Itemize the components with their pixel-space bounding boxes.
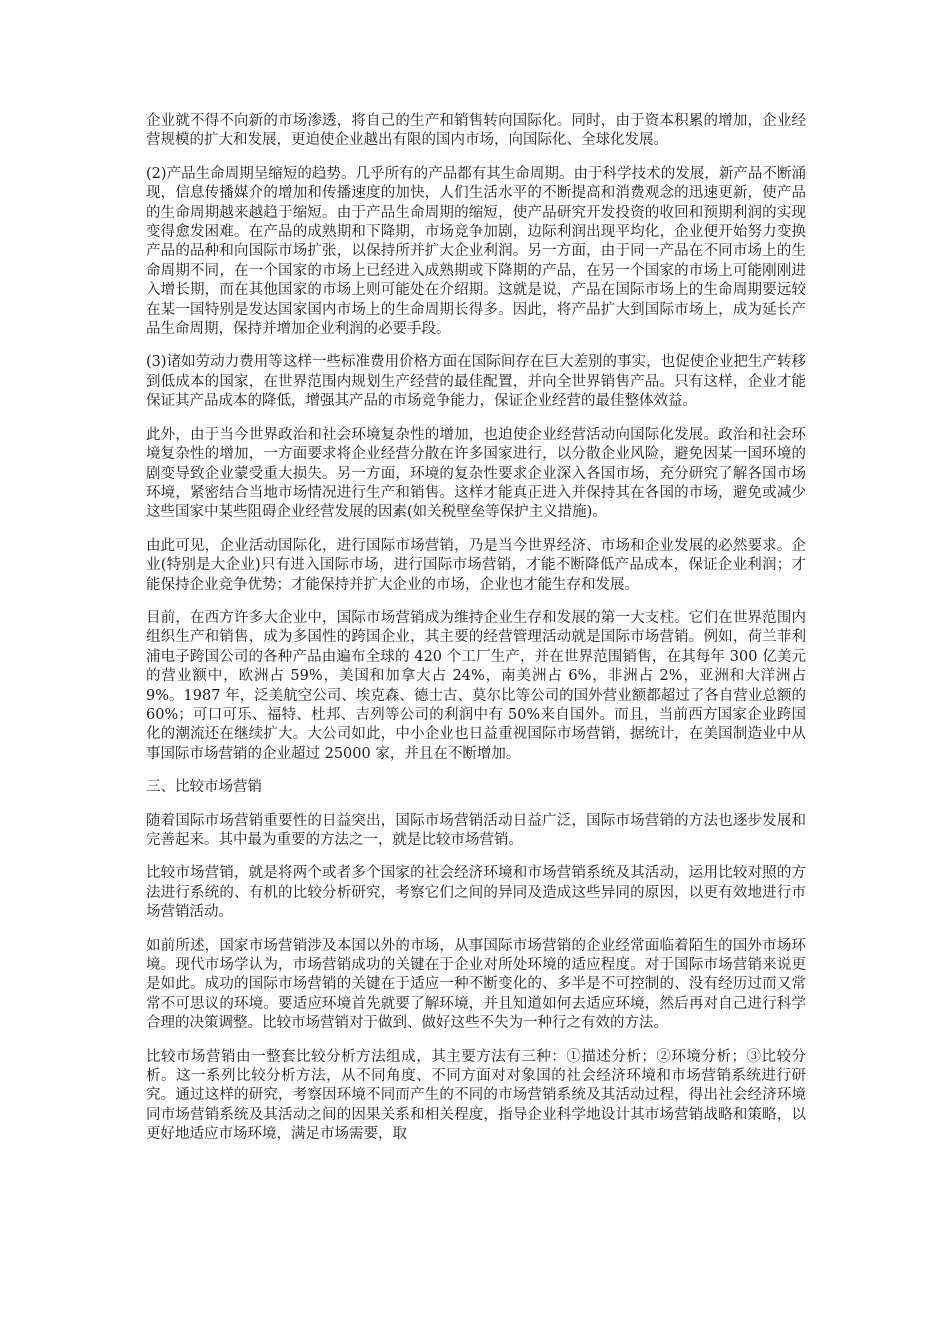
paragraph: 此外，由于当今世界政治和社会环境复杂性的增加，也迫使企业经营活动向国际化发展。政治和社会环境复杂性的增加，一方面要求将企业经营分散在许多国家进行，以分散企业风险，避免因某一国环境的剧变导致企业蒙受重大损失。另一方面，环境的复杂性要求企业深入各国市场，充分研究了解各国市场环境，紧密结合当地市场情况进行生产和销售。这样才能真正进入并保持其在各国的市场，避免或减少这些国家中某些阻碍企业经营发展的因素(如关税壁垒等保护主义措施)。 bbox=[146, 426, 806, 521]
paragraph: 目前，在西方许多大企业中，国际市场营销成为维持企业生存和发展的第一大支柱。它们在世界范围内组织生产和销售，成为多国性的跨国企业，其主要的经营管理活动就是国际市场营销。例如，荷兰菲利浦电子跨国公司的各种产品由遍布全球的 420 个工厂生产，并在世界范围销售，在其每年 300 亿美元的营业额中，欧洲占 59%，美国和加拿大占 24%，南美洲占 6%，非洲占 2%，亚洲和大洋洲占 9%。1987 年，泛美航空公司、埃克森、德士古、莫尔比等公司的国外营业额都超过了各自营业总额的 60%；可口可乐、福特、杜邦、吉列等公司的利润中有 50%来自国外。而且，当前西方国家企业跨国化的潮流还在继续扩大。大公司如此，中小企业也日益重视国际市场营销，据统计，在美国制造业中从事国际市场营销的企业超过 25000 家，并且在不断增加。 bbox=[146, 609, 806, 762]
paragraph: 比较市场营销由一整套比较分析方法组成，其主要方法有三种：①描述分析；②环境分析；③比较分析。这一系列比较分析方法，从不同角度、不同方面对对象国的社会经济环境和市场营销系统进行研究。通过这样的研究，考察因环境不同而产生的不同的市场营销系统及其活动过程，得出社会经济环境同市场营销系统及其活动之间的因果关系和相关程度，指导企业科学地设计其市场营销战略和策略，以更好地适应市场环境，满足市场需要，取 bbox=[146, 1048, 806, 1143]
paragraph: 比较市场营销，就是将两个或者多个国家的社会经济环境和市场营销系统及其活动，运用比较对照的方法进行系统的、有机的比较分析研究，考察它们之间的异同及造成这些异同的原因，以更有效地进行市场营销活动。 bbox=[146, 865, 806, 921]
paragraph: 随着国际市场营销重要性的日益突出，国际市场营销活动日益广泛，国际市场营销的方法也逐步发展和完善起来。其中最为重要的方法之一，就是比较市场营销。 bbox=[146, 812, 806, 848]
paragraph: (2)产品生命周期呈缩短的趋势。几乎所有的产品都有其生命周期。由于科学技术的发展，新产品不断涌现，信息传播媒介的增加和传播速度的加快，人们生活水平的不断提高和消费观念的迅速更新，使产品的生命周期越来越趋于缩短。由于产品生命周期的缩短，使产品研究开发投资的收回和预期利润的实现变得愈发困难。在产品的成熟期和下降期，市场竞争加剧，边际利润出现平均化，企业便开始努力变换产品的品种和向国际市场扩张，以保持所并扩大企业利润。另一方面，由于同一产品在不同市场上的生命周期不同，在一个国家的市场上已经进入成熟期或下降期的产品，在另一个国家的市场上可能刚刚进入增长期，而在其他国家的市场上则可能处在介绍期。这就是说，产品在国际市场上的生命周期要远较在某一国特别是发达国家国内市场上的生命周期长得多。因此，将产品扩大到国际市场上，成为延长产品生命周期，保持并增加企业利润的必要手段。 bbox=[146, 165, 806, 338]
paragraph: 由此可见，企业活动国际化，进行国际市场营销，乃是当今世界经济、市场和企业发展的必然要求。企业(特别是大企业)只有进入国际市场，进行国际市场营销，才能不断降低产品成本，保证企业利润；才能保持企业竞争优势；才能保持并扩大企业的市场，企业也才能生存和发展。 bbox=[146, 537, 806, 593]
paragraph: 企业就不得不向新的市场渗透，将自己的生产和销售转向国际化。同时，由于资本积累的增加，企业经营规模的扩大和发展，更迫使企业越出有限的国内市场，向国际化、全球化发展。 bbox=[146, 113, 806, 149]
section-heading: 三、比较市场营销 bbox=[146, 779, 262, 796]
paragraph: 如前所述，国家市场营销涉及本国以外的市场，从事国际市场营销的企业经常面临着陌生的国外市场环境。现代市场学认为，市场营销成功的关键在于企业对所处环境的适应程度。对于国际市场营销来说更是如此。成功的国际市场营销的关键在于适应一种不断变化的、多半是不可控制的、没有经历过而又常常不可思议的环境。要适应环境首先就要了解环境，并且知道如何去适应环境，然后再对自己进行科学合理的决策调整。比较市场营销对于做到、做好这些不失为一种行之有效的方法。 bbox=[146, 937, 806, 1032]
document-body bbox=[146, 112, 806, 1159]
paragraph: (3)诸如劳动力费用等这样一些标准费用价格方面在国际间存在巨大差别的事实，也促使企业把生产转移到低成本的国家，在世界范围内规划生产经营的最佳配置，并向全世界销售产品。只有这样，企业才能保证其产品成本的降低，增强其产品的市场竞争能力，保证企业经营的最佳整体效益。 bbox=[146, 354, 806, 410]
